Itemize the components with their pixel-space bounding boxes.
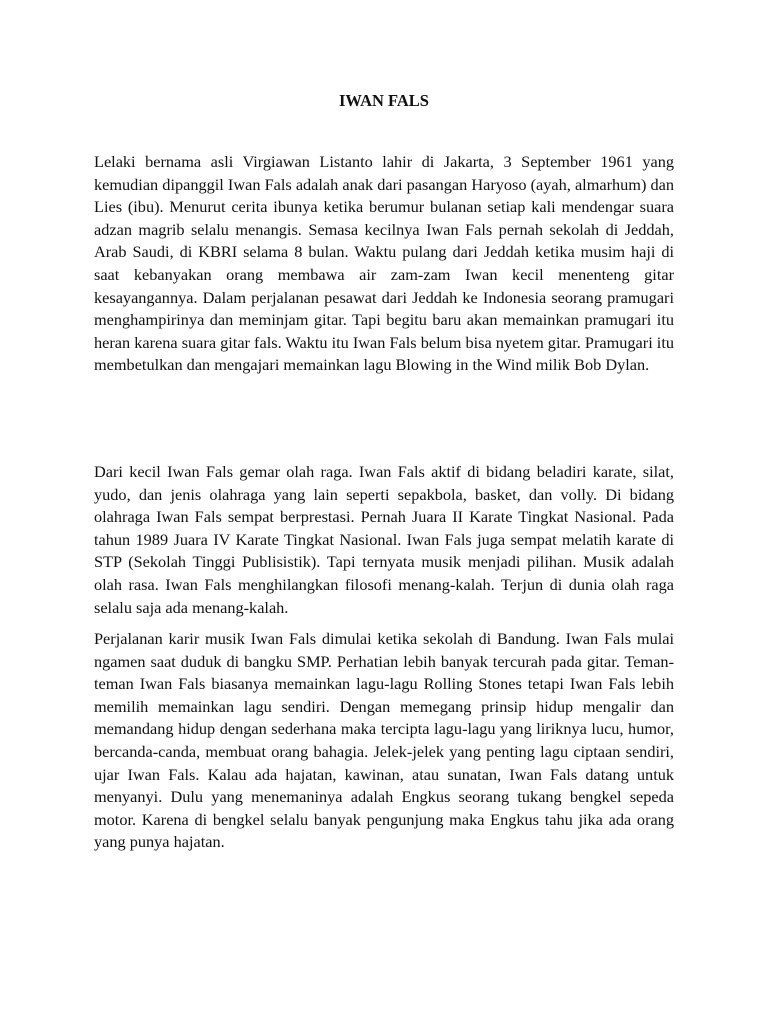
document-title: IWAN FALS <box>338 91 429 110</box>
paragraph-childhood: Lelaki bernama asli Virgiawan Listanto lahir di Jakarta, 3 September 1961 yang kemudian dipanggil Iwan Fals adalah anak dari pasangan Haryoso (ayah, almarhum) dan Lies (ibu). Menurut cerita ibunya ketika berumur bulanan setiap kali mendengar suara adzan magrib selalu menangis. Semasa kecilnya Iwan Fals pernah sekolah di Jeddah, Arab Saudi, di KBRI selama 8 bulan. Waktu pulang dari Jeddah ketika musim haji di saat kebanyakan orang membawa air zam-zam Iwan kecil menenteng gitar kesayangannya. Dalam perjalanan pesawat dari Jeddah ke Indonesia seorang pramugari menghampirinya dan meminjam gitar. Tapi begitu baru akan memainkan pramugari itu heran karena suara gitar fals. Waktu itu Iwan Fals belum bisa nyetem gitar. Pramugari itu membetulkan dan mengajari memainkan lagu Blowing in the Wind milik Bob Dylan. <box>94 152 674 375</box>
paragraph-sports: Dari kecil Iwan Fals gemar olah raga. Iwan Fals aktif di bidang beladiri karate, silat, yudo, dan jenis olahraga yang lain seperti sepakbola, basket, dan volly. Di bidang olahraga Iwan Fals sempat berprestasi. Pernah Juara II Karate Tingkat Nasional. Pada tahun 1989 Juara IV Karate Tingkat Nasional. Iwan Fals juga sempat melatih karate di STP (Sekolah Tinggi Publisistik). Tapi ternyata musik menjadi pilihan. Musik adalah olah rasa. Iwan Fals menghilangkan filosofi menang-kalah. Terjun di dunia olah raga selalu saja ada menang-kalah. <box>94 462 674 617</box>
paragraph-music-career: Perjalanan karir musik Iwan Fals dimulai ketika sekolah di Bandung. Iwan Fals mulai ngamen saat duduk di bangku SMP. Perhatian lebih banyak tercurah pada gitar. Teman-teman Iwan Fals biasanya memainkan lagu-lagu Rolling Stones tetapi Iwan Fals lebih memilih memainkan lagu sendiri. Dengan memegang prinsip hidup mengalir dan memandang hidup dengan sederhana maka tercipta lagu-lagu yang liriknya lucu, humor, bercanda-canda, membuat orang bahagia. Jelek-jelek yang penting lagu ciptaan sendiri, ujar Iwan Fals. Kalau ada hajatan, kawinan, atau sunatan, Iwan Fals datang untuk menyanyi. Dulu yang menemaninya adalah Engkus seorang tukang bengkel sepeda motor. Karena di bengkel selalu banyak pengunjung maka Engkus tahu jika ada orang yang punya hajatan. <box>94 629 674 852</box>
